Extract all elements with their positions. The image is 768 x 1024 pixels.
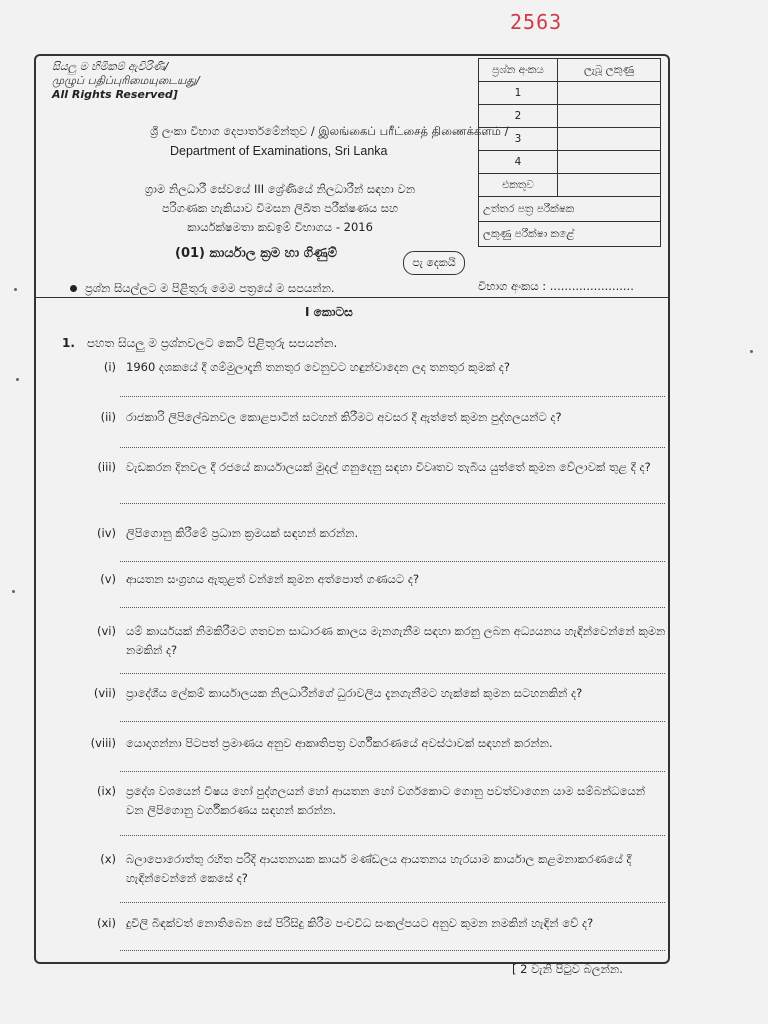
marks-total-cell xyxy=(558,174,661,197)
item-number: (ix) xyxy=(97,784,116,798)
item-text: දුවිලි බිඳක්වත් නොතිබෙන සේ පිරිසිදු කිරීම පංචවිධ සංකල්පයට අනුව කුමන නමකින් හැඳින් වේ ද? xyxy=(126,916,594,930)
margin-mark xyxy=(16,378,19,381)
marks-row-label: 2 xyxy=(479,105,558,128)
instruction-text: ප්‍රශ්න සියල්ලට ම පිළිතුරු මෙම පත්‍රයේ ම සපයන්න. xyxy=(85,281,335,295)
rights-sinhala: සියලු ම හිමිකම් ඇවිරිණි/ xyxy=(52,60,169,73)
rights-block xyxy=(52,60,212,102)
answer-line[interactable] xyxy=(120,902,665,903)
page-footer: [ 2 වැනි පිටුව බලන්න. xyxy=(512,962,623,976)
exam-title-line-1: ග්‍රාම නිලධාරී සේවයේ III ශ්‍රේණියේ නිලධාරීන් සඳහා වන xyxy=(144,182,416,196)
item-text: 1960 දශකයේ දී ගම්මුලාදෑනි තනතුර වෙනුවට හඳුන්වාදෙන ලද තනතුර කුමක් ද? xyxy=(126,360,510,374)
answer-line[interactable] xyxy=(120,447,665,448)
instruction xyxy=(70,281,335,296)
marks-header-question: ප්‍රශ්න අංකය xyxy=(479,59,558,82)
examiner-row: උත්තර පත්‍ර පරීක්ෂක xyxy=(479,197,661,222)
item-text: ආයතන සංග්‍රහය ඇතුළත් වන්නේ කුමන අත්පොත් ගණයට ද? xyxy=(126,572,420,586)
item-number: (v) xyxy=(100,572,116,586)
margin-mark xyxy=(14,288,17,291)
answer-line[interactable] xyxy=(120,673,665,674)
item-number: (ii) xyxy=(100,410,116,424)
answer-line[interactable] xyxy=(120,503,665,504)
marks-row-label: 1 xyxy=(479,82,558,105)
exam-title-line-2: පරිගණක හැකියාව විමසන ලිඛිත පරීක්ෂණය සහ xyxy=(161,201,399,215)
answer-line[interactable] xyxy=(120,835,665,836)
question-1-text: පහත සියලු ම ප්‍රශ්නවලට කෙටි පිළිතුරු සපයන්න. xyxy=(86,336,338,350)
item-number: (iv) xyxy=(97,526,116,540)
item-text: ප්‍රදේශ වශයෙන් විෂය හෝ පුද්ගලයන් හෝ ආයතන හෝ වර්ගකොට ගොනු පවත්වාගෙන යාම සම්බන්ධයෙන් වන ලිපිගොනු වර්ගීකරණය සඳහන් කරන්න. xyxy=(126,784,646,817)
paper-title: (01) කාර්යාල ක්‍රම හා ගිණුම් xyxy=(175,246,337,261)
header-divider xyxy=(34,297,670,298)
rights-english: All Rights Reserved] xyxy=(52,88,178,101)
item-number: (iii) xyxy=(97,460,116,474)
marks-row-label: 3 xyxy=(479,128,558,151)
exam-title-line-3: කාර්යක්ෂමතා කඩඉම් විභාගය - 2016 xyxy=(187,220,373,234)
answer-line[interactable] xyxy=(120,771,665,772)
item-number: (vii) xyxy=(93,686,116,700)
question-1-number: 1. xyxy=(62,336,75,350)
checker-row: ලකුණු පරීක්ෂා කළේ xyxy=(479,222,661,247)
marks-cell xyxy=(558,128,661,151)
section-title: I කොටස xyxy=(305,305,353,319)
question-1-heading xyxy=(62,336,337,351)
item-text: බලාපොරොත්තු රහිත පරිදි ආයතනයක කාර්ය මණ්ඩලය ආයතනය හැරයාම කාර්යාල කළමනාකරණයේ දී හැඳින්වෙන්නේ කෙසේ ද? xyxy=(126,852,632,885)
rights-tamil: முழுப் பதிப்புரிமையுடையது/ xyxy=(52,74,200,87)
item-number: (vi) xyxy=(97,624,116,638)
answer-line[interactable] xyxy=(120,950,665,951)
item-text: යම් කාර්යයක් නිමකිරීමට ගතවන සාධාරණ කාලය මැනගැනීම සඳහා කරනු ලබන අධ්‍යයනය හැඳින්වෙන්නේ කුමන නමකින් ද? xyxy=(126,624,666,657)
answer-line[interactable] xyxy=(120,607,665,608)
item-number: (i) xyxy=(103,360,116,374)
duration-badge: පැ දෙකයි xyxy=(403,251,465,275)
answer-line[interactable] xyxy=(120,396,665,397)
answer-line[interactable] xyxy=(120,721,665,722)
marks-header-marks: ලැබූ ලකුණු xyxy=(558,59,661,82)
item-text: යොදාගන්නා පිටපත් ප්‍රමාණය අනුව ආකෘතිපත්‍ර වර්ගීකරණයේ අවස්ථාවක් සඳහන් කරන්න. xyxy=(126,736,553,750)
index-number-field: විභාග අංකය : ....................... xyxy=(478,279,634,293)
item-text: රාජකාරි ලිපිලේඛනවල කොළපාටින් සටහන් කිරීමට අවසර දී ඇත්තේ කුමන පුද්ගලයන්ට ද? xyxy=(126,410,562,424)
marks-cell xyxy=(558,105,661,128)
department-english: Department of Examinations, Sri Lanka xyxy=(170,144,388,158)
item-text: ප්‍රාදේශීය ලේකම් කාර්යාලයක නිලධාරීන්ගේ ධුරාවලිය දැනගැනීමට හැක්කේ කුමන සටහනකින් ද? xyxy=(126,686,583,700)
department-sinhala-tamil: ශ්‍රී ලංකා විභාග දෙපාර්තමේන්තුව / இலங்கைப் பரீட்சைத் திணைக்களம் / xyxy=(150,124,509,138)
marks-cell xyxy=(558,82,661,105)
item-number: (x) xyxy=(100,852,116,866)
marks-cell xyxy=(558,151,661,174)
answer-line[interactable] xyxy=(120,561,665,562)
item-number: (xi) xyxy=(97,916,116,930)
bullet-icon xyxy=(70,285,77,292)
item-text: ලිපිගොනු කිරීමේ ප්‍රධාන ක්‍රමයක් සඳහන් කරන්න. xyxy=(126,526,359,540)
marks-table xyxy=(478,58,661,247)
stamp-number: 2563 xyxy=(510,10,563,34)
item-text: වැඩකරන දිනවල දී රජයේ කාර්යාලයක් මුදල් ගනුදෙනු සඳහා විවෘතව තැබිය යුත්තේ කුමන වේලාවක් තුළ දී ද? xyxy=(126,460,651,474)
marks-row-label: 4 xyxy=(479,151,558,174)
exam-title xyxy=(90,180,470,237)
item-number: (viii) xyxy=(90,736,116,750)
marks-total-label: එකතුව xyxy=(479,174,558,197)
margin-mark xyxy=(12,590,15,593)
margin-mark xyxy=(750,350,753,353)
